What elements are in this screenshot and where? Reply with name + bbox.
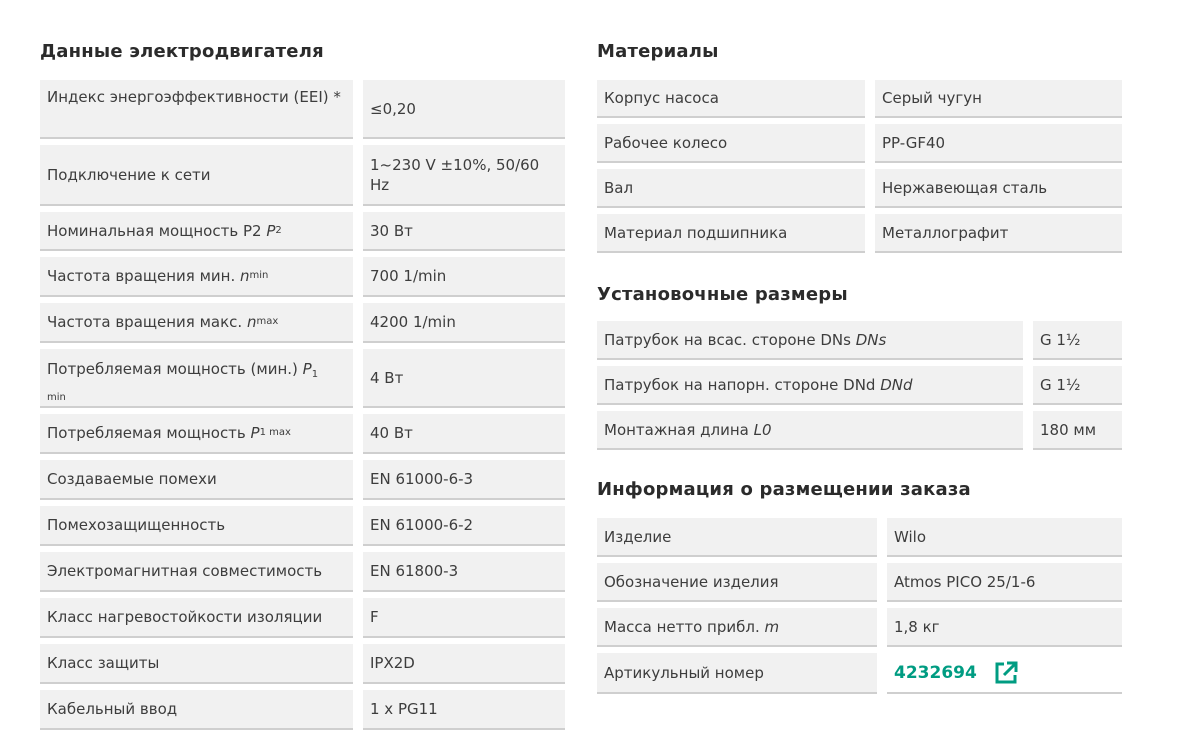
row-label: [40, 349, 353, 408]
symbol-subscript: min: [249, 270, 269, 281]
row-value: Серый чугун: [875, 80, 1122, 118]
row-label: Индекс энергоэффективности (EEI) *: [40, 80, 353, 139]
row-value: ≤0,20: [363, 80, 565, 139]
row-value: 4200 1/min: [363, 303, 565, 343]
row-label: [40, 257, 353, 297]
table-row: [597, 411, 1122, 450]
row-label: Помехозащищенность: [40, 506, 353, 546]
table-row: [40, 644, 565, 684]
row-label: [597, 608, 877, 647]
table-row: [597, 321, 1122, 360]
symbol-subscript: 1 max: [259, 427, 291, 438]
row-label: Электромагнитная совместимость: [40, 552, 353, 592]
label-text: Потребляемая мощность: [47, 424, 246, 442]
table-row: [597, 124, 1122, 163]
table-row: [597, 366, 1122, 405]
symbol-subscript: max: [256, 316, 279, 327]
table-row: [597, 608, 1122, 647]
row-value: [887, 653, 1122, 694]
symbol: DNs: [855, 330, 887, 349]
row-value: EN 61800-3: [363, 552, 565, 592]
symbol: L0: [753, 420, 772, 439]
row-label: Артикульный номер: [597, 653, 877, 694]
row-value: Atmos PICO 25/1-6: [887, 563, 1122, 602]
row-value: 30 Вт: [363, 212, 565, 251]
symbol: m: [764, 617, 780, 636]
row-value: EN 61000-6-2: [363, 506, 565, 546]
row-label: [597, 411, 1023, 450]
table-row: [40, 460, 565, 500]
table-row: [40, 145, 565, 206]
article-number[interactable]: 4232694: [894, 662, 977, 683]
table-row: [40, 212, 565, 251]
symbol: DNd: [880, 375, 913, 394]
row-label: [40, 212, 353, 251]
row-label: Корпус насоса: [597, 80, 865, 118]
label-text: Масса нетто прибл.: [604, 617, 760, 636]
row-label: Класс защиты: [40, 644, 353, 684]
table-row: [597, 169, 1122, 208]
symbol: P: [250, 424, 260, 442]
external-link-icon[interactable]: [993, 660, 1019, 686]
label-text: Монтажная длина: [604, 420, 749, 439]
row-label: Кабельный ввод: [40, 690, 353, 730]
row-value: 1,8 кг: [887, 608, 1122, 647]
table-row: [40, 598, 565, 638]
row-label: Рабочее колесо: [597, 124, 865, 163]
row-value: G 1½: [1033, 366, 1122, 405]
row-label: Обозначение изделия: [597, 563, 877, 602]
table-row: [40, 690, 565, 730]
row-value: Металлографит: [875, 214, 1122, 253]
table-row: [597, 563, 1122, 602]
label-text: Частота вращения макс.: [47, 313, 243, 331]
row-value: F: [363, 598, 565, 638]
row-label: [597, 321, 1023, 360]
row-value: 180 мм: [1033, 411, 1122, 450]
table-row: [40, 552, 565, 592]
label-text: Патрубок на всас. стороне DNs: [604, 330, 851, 349]
table-row: [40, 303, 565, 343]
table-row: [597, 518, 1122, 557]
row-label: [597, 366, 1023, 405]
row-label: Вал: [597, 169, 865, 208]
row-label: Класс нагревостойкости изоляции: [40, 598, 353, 638]
label-text: Патрубок на напорн. стороне DNd: [604, 375, 876, 394]
motor-data-title: Данные электродвигателя: [40, 41, 324, 62]
materials-title: Материалы: [597, 41, 719, 62]
symbol: P: [302, 360, 312, 378]
symbol-subscript: min: [47, 392, 66, 403]
row-value: EN 61000-6-3: [363, 460, 565, 500]
table-row: [597, 653, 1122, 694]
symbol: P: [266, 221, 276, 240]
table-row: [40, 414, 565, 454]
table-row: [40, 80, 565, 139]
table-row: [40, 506, 565, 546]
row-label: Изделие: [597, 518, 877, 557]
label-text: Потребляемая мощность (мин.): [47, 360, 298, 378]
row-value: 1~230 V ±10%, 50/60 Hz: [363, 145, 565, 206]
table-row: [597, 80, 1122, 118]
label-text: Частота вращения мин.: [47, 267, 236, 285]
row-value: 700 1/min: [363, 257, 565, 297]
row-value: Нержавеющая сталь: [875, 169, 1122, 208]
row-label: [40, 414, 353, 454]
row-value: 4 Вт: [363, 349, 565, 408]
row-value: Wilo: [887, 518, 1122, 557]
order-info-title: Информация о размещении заказа: [597, 479, 971, 500]
symbol-subscript: 1: [311, 369, 319, 380]
table-row: [597, 214, 1122, 253]
label-text: Номинальная мощность P2: [47, 221, 262, 240]
row-value: 1 x PG11: [363, 690, 565, 730]
row-value: G 1½: [1033, 321, 1122, 360]
row-value: IPX2D: [363, 644, 565, 684]
row-value: 40 Вт: [363, 414, 565, 454]
symbol: n: [246, 313, 257, 331]
row-label: Создаваемые помехи: [40, 460, 353, 500]
table-row: [40, 257, 565, 297]
symbol: n: [240, 267, 250, 285]
dimensions-title: Установочные размеры: [597, 284, 848, 305]
row-value: PP-GF40: [875, 124, 1122, 163]
row-label: Материал подшипника: [597, 214, 865, 253]
article-number-link[interactable]: [894, 660, 1019, 686]
row-label: [40, 303, 353, 343]
symbol-subscript: 2: [275, 224, 282, 236]
row-label: Подключение к сети: [40, 145, 353, 206]
table-row: [40, 349, 565, 408]
